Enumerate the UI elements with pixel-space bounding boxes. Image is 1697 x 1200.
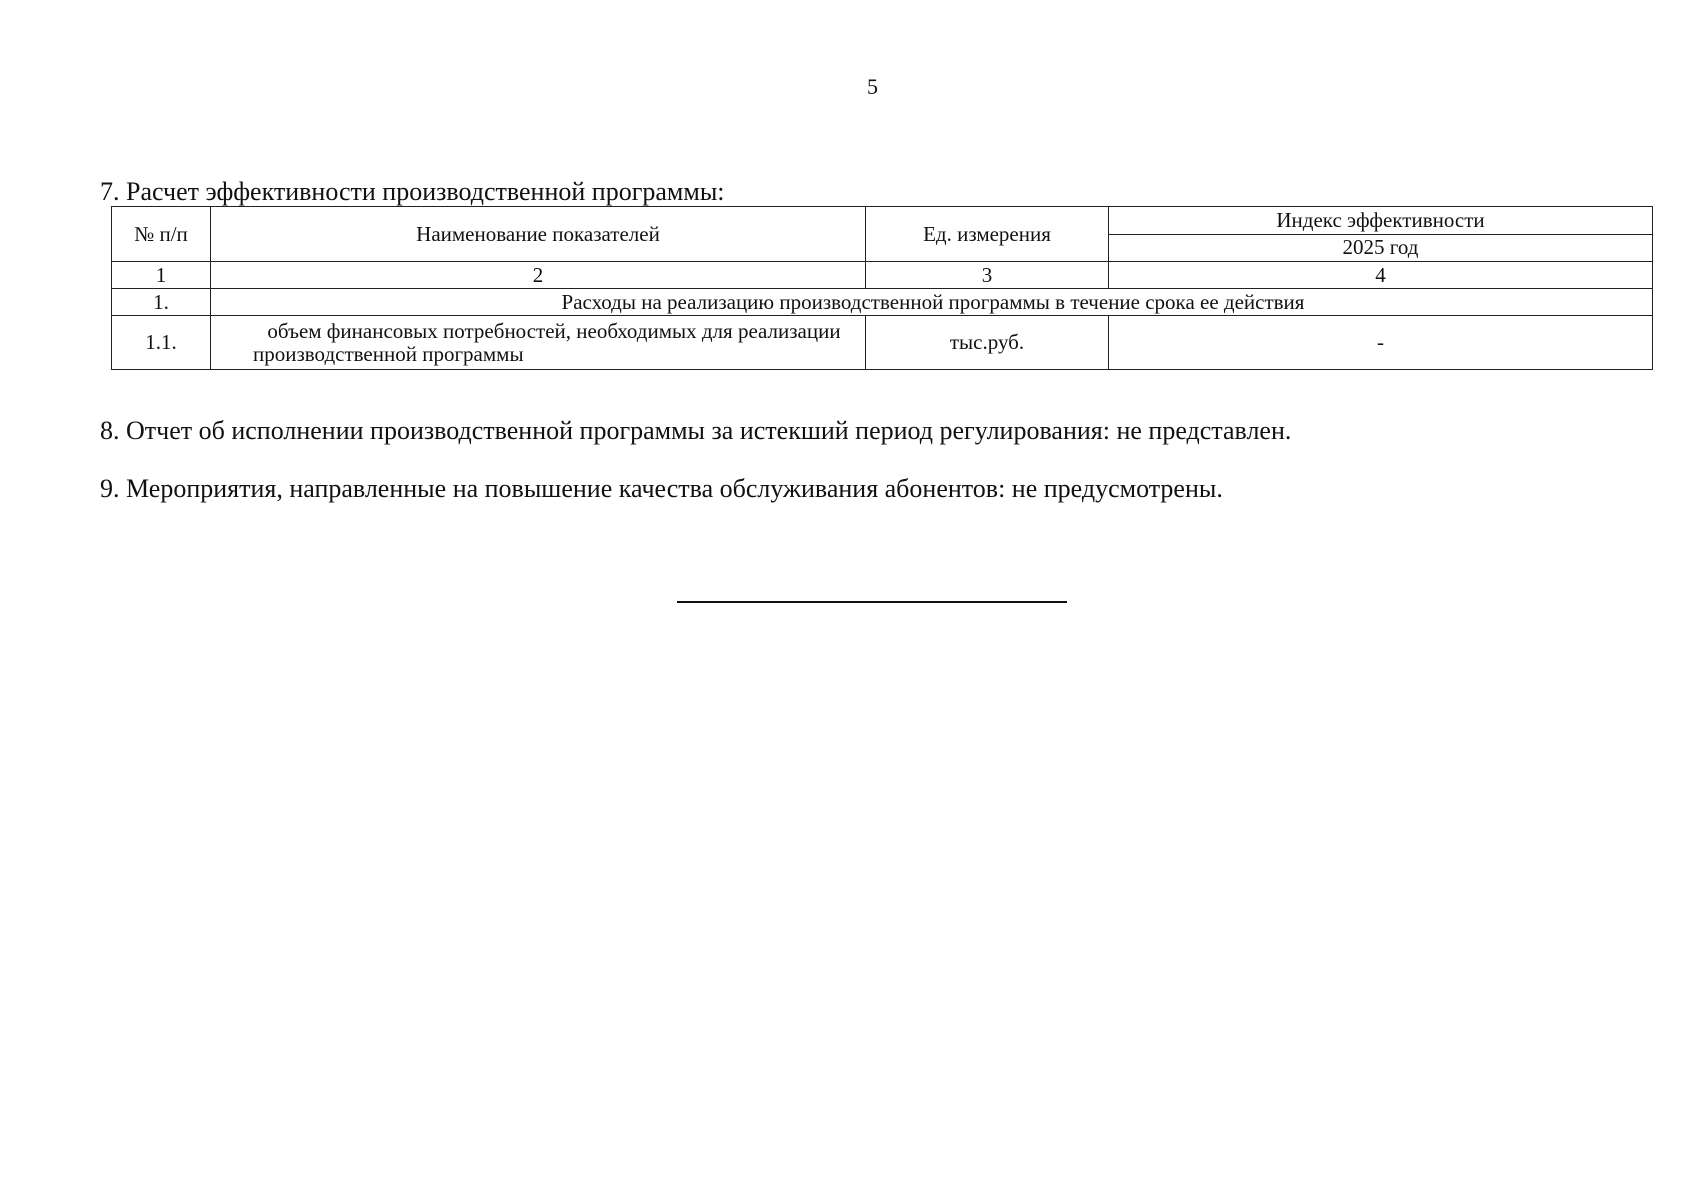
header-year: 2025 год [1109,234,1653,262]
section-7-heading: 7. Расчет эффективности производственной программы: [100,177,725,206]
group-row-num: 1. [112,289,211,316]
header-unit: Ед. измерения [866,207,1109,262]
efficiency-table [111,206,1653,370]
item-row [112,316,1653,370]
section-9-text: 9. Мероприятия, направленные на повышение качества обслуживания абонентов: не предусмотрены. [100,474,1223,503]
group-row-name: Расходы на реализацию производственной программы в течение срока ее действия [211,289,1653,316]
closing-divider [677,601,1067,603]
group-row [112,289,1653,316]
page-number: 5 [867,74,878,99]
header-name: Наименование показателей [211,207,866,262]
header-num: № п/п [112,207,211,262]
item-row-name: объем финансовых потребностей, необходимых для реализации производственной программы [211,316,866,370]
item-row-unit: тыс.руб. [866,316,1109,370]
column-number-cell: 1 [112,262,211,289]
section-8-text: 8. Отчет об исполнении производственной программы за истекший период регулирования: не представлен. [100,416,1292,445]
column-number-cell: 4 [1109,262,1653,289]
header-index: Индекс эффективности [1109,207,1653,235]
column-number-row [112,262,1653,289]
column-number-cell: 2 [211,262,866,289]
column-number-cell: 3 [866,262,1109,289]
item-row-value: - [1109,316,1653,370]
item-row-num: 1.1. [112,316,211,370]
